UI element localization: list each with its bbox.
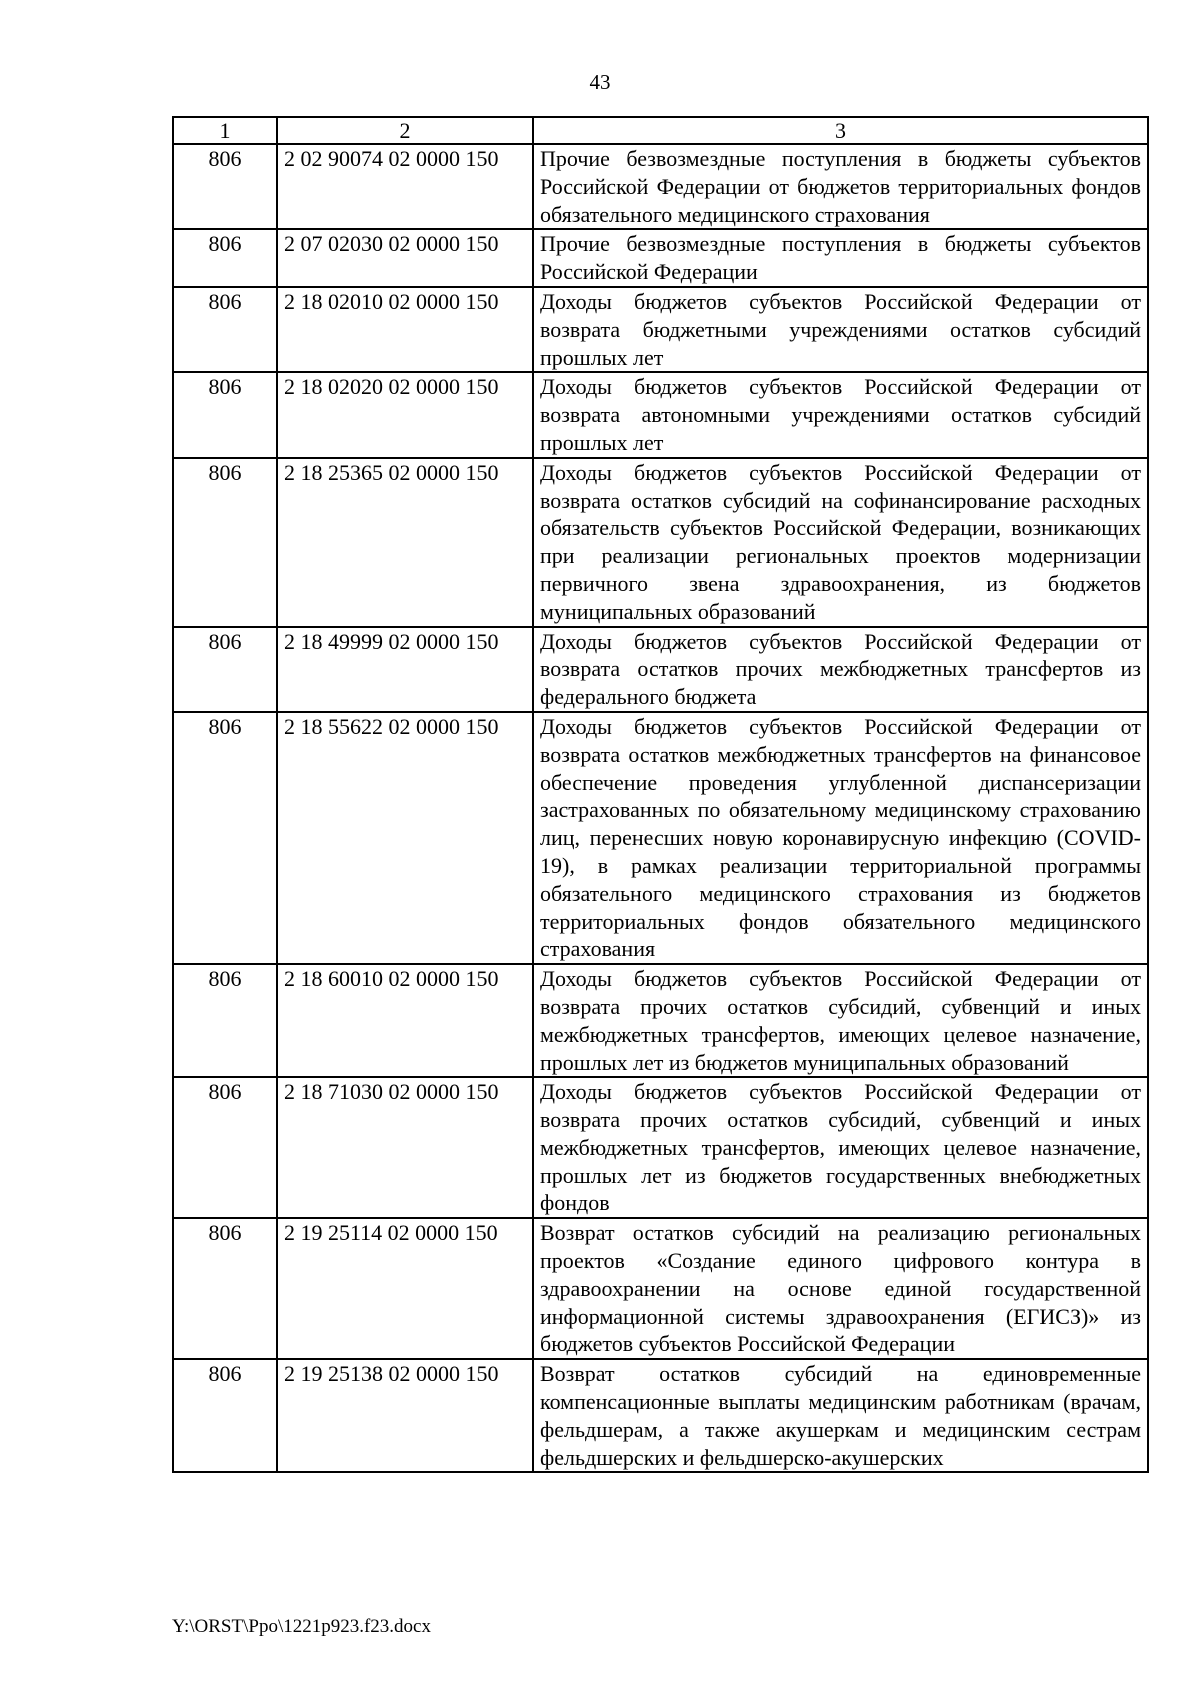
description-cell: Возврат остатков субсидий на реализацию региональных проектов «Создание единого цифрового контура в здравоохранении на основе единой государственной информационной системы здравоохранения (ЕГИСЗ)» из бюджетов субъектов Российской Федерации <box>533 1218 1148 1359</box>
table-row <box>173 229 1148 287</box>
budget-code-cell: 2 18 25365 02 0000 150 <box>277 458 533 627</box>
description-cell: Прочие безвозмездные поступления в бюджеты субъектов Российской Федерации от бюджетов территориальных фондов обязательного медицинского страхования <box>533 144 1148 229</box>
table-row <box>173 712 1148 964</box>
admin-code-cell: 806 <box>173 627 277 712</box>
admin-code-cell: 806 <box>173 1359 277 1472</box>
page-number: 43 <box>589 70 611 94</box>
budget-code-cell: 2 18 49999 02 0000 150 <box>277 627 533 712</box>
budget-code-cell: 2 18 02010 02 0000 150 <box>277 287 533 372</box>
budget-code-cell: 2 18 02020 02 0000 150 <box>277 372 533 457</box>
admin-code-cell: 806 <box>173 458 277 627</box>
admin-code-cell: 806 <box>173 964 277 1077</box>
description-cell: Доходы бюджетов субъектов Российской Федерации от возврата остатков межбюджетных трансфертов на финансовое обеспечение проведения углубленной диспансеризации застрахованных по обязательному медицинскому страхованию лиц, перенесших новую коронавирусную инфекцию (COVID-19), в рамках реализации территориальной программы обязательного медицинского страхования из бюджетов территориальных фондов обязательного медицинского страхования <box>533 712 1148 964</box>
column-header-3: 3 <box>533 117 1148 144</box>
table-row <box>173 964 1148 1077</box>
admin-code-cell: 806 <box>173 229 277 287</box>
description-cell: Возврат остатков субсидий на единовременные компенсационные выплаты медицинским работникам (врачам, фельдшерам, а также акушеркам и медицинским сестрам фельдшерских и фельдшерско-акушерских <box>533 1359 1148 1472</box>
description-cell: Доходы бюджетов субъектов Российской Федерации от возврата прочих остатков субсидий, субвенций и иных межбюджетных трансфертов, имеющих целевое назначение, прошлых лет из бюджетов муниципальных образований <box>533 964 1148 1077</box>
description-cell: Прочие безвозмездные поступления в бюджеты субъектов Российской Федерации <box>533 229 1148 287</box>
admin-code-cell: 806 <box>173 144 277 229</box>
column-header-2: 2 <box>277 117 533 144</box>
description-cell: Доходы бюджетов субъектов Российской Федерации от возврата остатков субсидий на софинансирование расходных обязательств субъектов Российской Федерации, возникающих при реализации региональных проектов модернизации первичного звена здравоохранения, из бюджетов муниципальных образований <box>533 458 1148 627</box>
table-row <box>173 1218 1148 1359</box>
description-cell: Доходы бюджетов субъектов Российской Федерации от возврата автономными учреждениями остатков субсидий прошлых лет <box>533 372 1148 457</box>
budget-code-cell: 2 18 71030 02 0000 150 <box>277 1077 533 1218</box>
table-header-row <box>173 117 1148 144</box>
table-row <box>173 1077 1148 1218</box>
budget-code-cell: 2 02 90074 02 0000 150 <box>277 144 533 229</box>
admin-code-cell: 806 <box>173 712 277 964</box>
budget-code-cell: 2 07 02030 02 0000 150 <box>277 229 533 287</box>
description-cell: Доходы бюджетов субъектов Российской Федерации от возврата прочих остатков субсидий, субвенций и иных межбюджетных трансфертов, имеющих целевое назначение, прошлых лет из бюджетов государственных внебюджетных фондов <box>533 1077 1148 1218</box>
admin-code-cell: 806 <box>173 1077 277 1218</box>
table-row <box>173 144 1148 229</box>
table-row <box>173 372 1148 457</box>
budget-code-cell: 2 18 55622 02 0000 150 <box>277 712 533 964</box>
description-cell: Доходы бюджетов субъектов Российской Федерации от возврата остатков прочих межбюджетных трансфертов из федерального бюджета <box>533 627 1148 712</box>
admin-code-cell: 806 <box>173 372 277 457</box>
budget-code-cell: 2 19 25114 02 0000 150 <box>277 1218 533 1359</box>
admin-code-cell: 806 <box>173 287 277 372</box>
table-row <box>173 287 1148 372</box>
budget-code-cell: 2 18 60010 02 0000 150 <box>277 964 533 1077</box>
table-row <box>173 627 1148 712</box>
column-header-1: 1 <box>173 117 277 144</box>
table-row <box>173 1359 1148 1472</box>
budget-codes-table <box>172 116 1149 1473</box>
admin-code-cell: 806 <box>173 1218 277 1359</box>
table-row <box>173 458 1148 627</box>
file-path-footer: Y:\ORST\Ppo\1221p923.f23.docx <box>172 1616 431 1637</box>
description-cell: Доходы бюджетов субъектов Российской Федерации от возврата бюджетными учреждениями остатков субсидий прошлых лет <box>533 287 1148 372</box>
budget-code-cell: 2 19 25138 02 0000 150 <box>277 1359 533 1472</box>
